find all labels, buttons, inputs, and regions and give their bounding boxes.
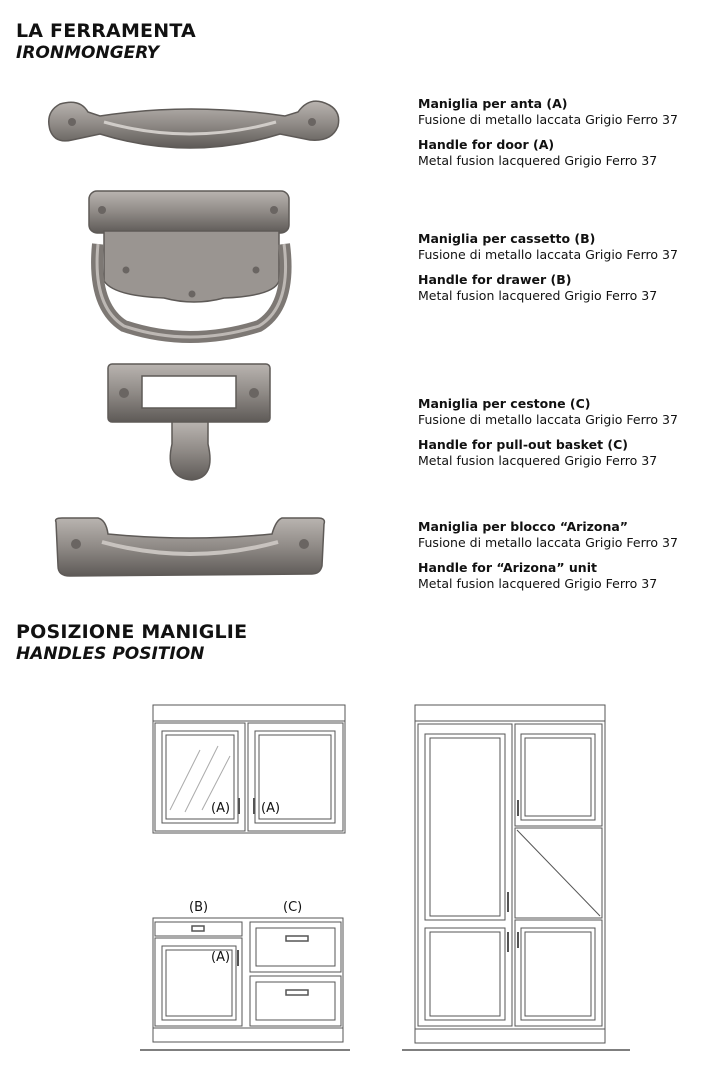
item-title-en: Handle for drawer (B) [418, 272, 572, 287]
item-title-it: Maniglia per blocco “Arizona” [418, 519, 629, 534]
section-title-posizione: POSIZIONE MANIGLIE [16, 621, 248, 643]
item-title-it: Maniglia per cestone (C) [418, 396, 591, 411]
item-door-handle [418, 96, 708, 169]
label-a-wall-left: (A) [211, 801, 231, 816]
item-desc-en: Metal fusion lacquered Grigio Ferro 37 [418, 453, 658, 468]
item-desc-en: Metal fusion lacquered Grigio Ferro 37 [418, 288, 658, 303]
section-subtitle-handles-position: HANDLES POSITION [16, 644, 205, 664]
handle-arizona-image [50, 514, 330, 582]
item-desc-it: Fusione di metallo laccata Grigio Ferro 37 [418, 247, 678, 262]
handle-door-image [40, 92, 345, 162]
item-title-it: Maniglia per cassetto (B) [418, 231, 596, 246]
label-c: (C) [283, 900, 303, 915]
item-arizona-handle [418, 519, 708, 592]
handle-basket-image [104, 360, 274, 485]
item-title-it: Maniglia per anta (A) [418, 96, 568, 111]
item-desc-it: Fusione di metallo laccata Grigio Ferro 37 [418, 112, 678, 127]
handle-drawer-image [84, 186, 299, 346]
item-title-en: Handle for door (A) [418, 137, 555, 152]
handles-position-drawing [140, 700, 635, 1060]
item-desc-en: Metal fusion lacquered Grigio Ferro 37 [418, 153, 658, 168]
item-desc-en: Metal fusion lacquered Grigio Ferro 37 [418, 576, 658, 591]
label-a-wall-right: (A) [261, 801, 281, 816]
item-desc-it: Fusione di metallo laccata Grigio Ferro 37 [418, 412, 678, 427]
item-basket-handle [418, 396, 708, 469]
section-subtitle-ironmongery: IRONMONGERY [16, 43, 160, 63]
item-drawer-handle [418, 231, 708, 304]
item-title-en: Handle for pull-out basket (C) [418, 437, 629, 452]
label-b: (B) [189, 900, 209, 915]
label-a-base: (A) [211, 950, 231, 965]
section-title-ferramenta: LA FERRAMENTA [16, 20, 196, 42]
item-title-en: Handle for “Arizona” unit [418, 560, 597, 575]
item-desc-it: Fusione di metallo laccata Grigio Ferro 37 [418, 535, 678, 550]
